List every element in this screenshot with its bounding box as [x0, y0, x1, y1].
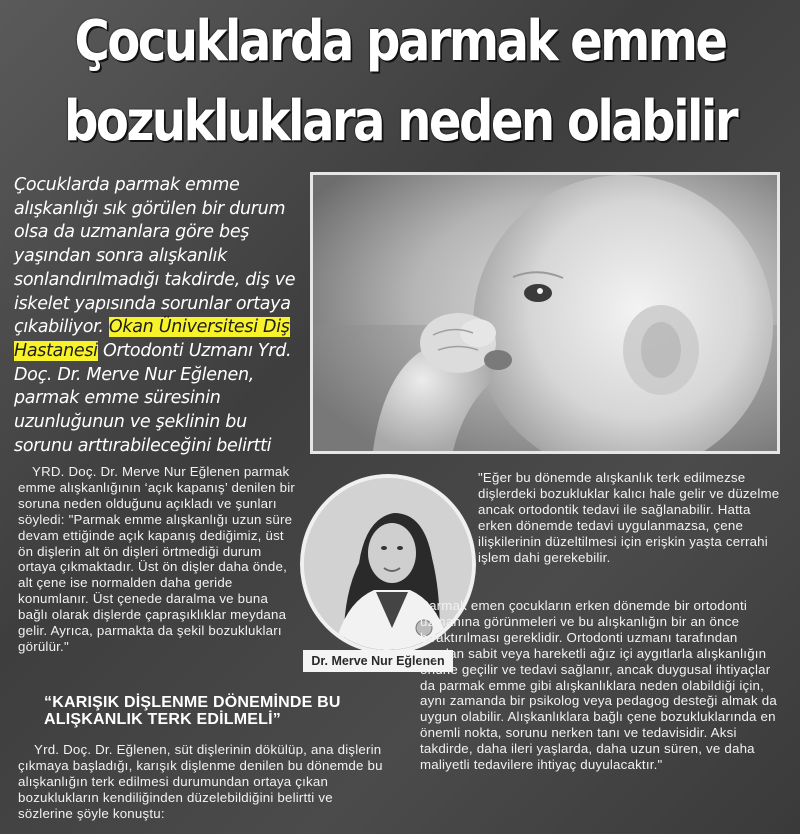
- lead-paragraph: [14, 174, 306, 458]
- baby-photo-illustration: [313, 175, 777, 451]
- lead-highlight: Okan Üniversitesi Diş Hastanesi: [14, 317, 290, 361]
- lead-text-before: Çocuklarda parmak emme alışkanlığı sık görülen bir durum olsa da uzmanlara göre beş yaşından sonra alışkanlık sonlandırılmadığı takdirde, diş ve iskelet yapısında sorunlar ortaya çıkabiliyor.: [14, 175, 296, 338]
- lead-text-after: Ortodonti Uzmanı Yrd. Doç. Dr. Merve Nur Eğlenen, parmak emme süresinin uzunluğunun ve şeklinin bu sorunu arttırabileceğini belirtti: [14, 340, 292, 456]
- subheading: “KARIŞIK DİŞLENME DÖNEMİNDE BU ALIŞKANLIK TERK EDİLMELİ”: [44, 694, 341, 728]
- right-column-text-bottom: Parmak emen çocukların erken dönemde bir ortodonti uzmanına görünmeleri ve bu alışkanlığın bir an önce bıraktırılması gereklidir. Ortodonti uzmanı tarafından yapılan sabit veya hareketli ağız içi aygıtlarla alışkanlığın önüne geçilir ve tedavi sağlanır, ancak duygusal ihtiyaçlar da parmak emme gibi alışkanlıklara neden olabildiği için, aynı zamanda bir psikolog veya pedagog desteği almak da uygun olabilir. Alışkanlıklara bağlı çene bozukluklarında en önemli nokta, sorunu nerken tanı ve tedavisidir. Aksi takdirde, daha ileri yaşlarda, daha uzun süren, ve daha maliyetli tedavilere ihtiyaç duyulacaktır.": [420, 598, 777, 773]
- left-column-text: YRD. Doç. Dr. Merve Nur Eğlenen parmak emme alışkanlığının ‘açık kapanış’ denilen bir soruna neden olduğunu açıkladı ve şunları söyledi: "Parmak emme alışkanlığı uzun süre devam ettiğinde açık kapanış dediğimiz, üst ön dişlerin alt ön dişleri örtmediği durum ortaya çıkmaktadır. Üst ön dişler daha önde, alt çene ise normalden daha geride konumlanır. Üst çenede daralma ve buna bağlı olarak dişlerde çapraşıklıklar meydana gelir. Ayrıca, parmakta da şekil bozuklukları görülür.": [18, 464, 296, 654]
- baby-thumb-sucking-photo: [310, 172, 780, 454]
- right-column-text-top: "Eğer bu dönemde alışkanlık terk edilmezse dişlerdeki bozukluklar kalıcı hale gelir ve düzelme ancak ortodontik tedavi ile sağlanabilir. Hatta erken dönemde tedavi uygulanmazsa, çene ilişkilerinin düzeltilmesi için erişkin yaşta cerrahi işlem dahi gerekebilir.: [478, 470, 780, 565]
- portrait-caption: Dr. Merve Nur Eğlenen: [303, 650, 453, 672]
- bottom-left-column-text: Yrd. Doç. Dr. Eğlenen, süt dişlerinin dökülüp, ana dişlerin çıkmaya başladığı, karışık dişlenme denilen bu dönemde bu alışkanlığın terk edilmesi durumundan ortaya çıkan bozuklukların kendiliğinden düzelebildiğini belirtti ve sözlerine şöyle konuştu:: [18, 742, 383, 821]
- headline-line-1: Çocuklarda parmak emme: [74, 9, 726, 74]
- headline-line-2: bozukluklara neden olabilir: [63, 89, 737, 154]
